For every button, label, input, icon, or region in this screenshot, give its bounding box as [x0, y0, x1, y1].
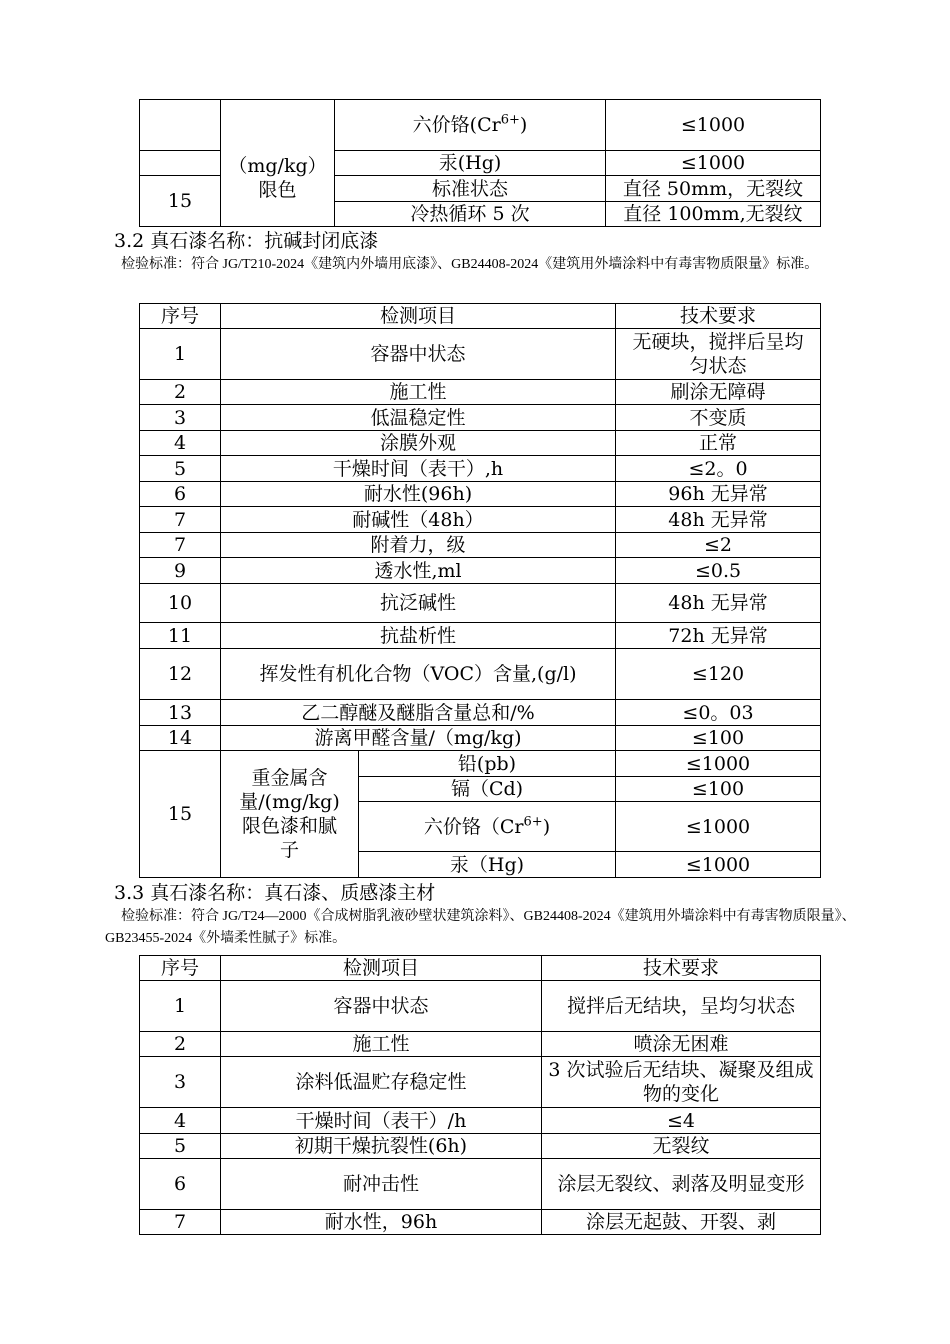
table-cell-no: 15: [140, 751, 221, 878]
table-row: [140, 405, 821, 431]
standard-text: 检验标准：符合 JG/T210-2024《建筑内外墙用底漆》、GB24408-2024《建筑用外墙涂料中有毒害物质限量》标准。: [121, 257, 819, 272]
table-row: [140, 380, 821, 405]
table-cell-no: 12: [140, 649, 221, 700]
table-cell-item: 耐碱性（48h）: [221, 507, 616, 533]
table-cell-no: 3: [140, 1057, 221, 1108]
table-cell-no: 13: [140, 700, 221, 726]
table-cell-req: 正常: [616, 431, 821, 456]
table-row: [140, 558, 821, 584]
table-cell-item: 抗泛碱性: [221, 584, 616, 623]
table-cell-no: 7: [140, 1210, 221, 1235]
table-cell-req: ≤100: [616, 777, 821, 802]
table-cell-req: 72h 无异常: [616, 623, 821, 649]
table-cell-no: 6: [140, 482, 221, 507]
table-cell-item: 汞（Hg): [359, 852, 616, 878]
table-row: [140, 431, 821, 456]
table-cell-item: 游离甲醛含量/（mg/kg): [221, 726, 616, 751]
table-cell-item: 铅(pb): [359, 751, 616, 777]
table-row: [140, 751, 821, 777]
table-cell-item: 容器中状态: [221, 329, 616, 380]
table-cell-item: 标准状态: [335, 176, 606, 202]
table-cell-req: ≤0.5: [616, 558, 821, 584]
table-cell-req: ≤1000: [616, 751, 821, 777]
table-cell-no: 4: [140, 431, 221, 456]
table-cell-req: 3 次试验后无结块、凝聚及组成物的变化: [542, 1057, 821, 1108]
table-cell-req: 直径 50mm，无裂纹: [606, 176, 821, 202]
table-cell-req: 喷涂无困难: [542, 1032, 821, 1057]
table-cell-item: 涂料低温贮存稳定性: [221, 1057, 542, 1108]
header-req: 技术要求: [542, 956, 821, 981]
table-cell-req: 96h 无异常: [616, 482, 821, 507]
table-cell-no: 15: [140, 176, 221, 227]
table-row: [140, 623, 821, 649]
table-cell-req: 48h 无异常: [616, 507, 821, 533]
table-cell-no: 10: [140, 584, 221, 623]
table-cell-no: [140, 100, 221, 151]
table-row: [140, 1134, 821, 1159]
table-cell-no: 11: [140, 623, 221, 649]
header-no: 序号: [140, 956, 221, 981]
table-cell-item: 抗盐析性: [221, 623, 616, 649]
table-cell-item: 干燥时间（表干）,h: [221, 456, 616, 482]
table-cell-item: 六价铬$(Cr^{6+})$: [359, 802, 616, 852]
group-label-cell: [221, 100, 335, 202]
standard-text: 检验标准：符合 JG/T24—2000《合成树脂乳液砂壁状建筑涂料》、GB24408-2024《建筑用外墙涂料中有毒害物质限量》、GB23455-2024《外墙柔性腻子》标准。: [105, 909, 856, 946]
table-cell-no: 9: [140, 558, 221, 584]
header-item: 检测项目: [221, 304, 616, 329]
table-row: [140, 329, 821, 380]
heavy-metal-label: 重金属含量/(mg/kg)限色漆和腻子: [221, 751, 359, 878]
table-cell-item: 透水性,ml: [221, 558, 616, 584]
table-cell-req: ≤1000: [616, 852, 821, 878]
table-cell-no: 1: [140, 329, 221, 380]
table-cell-item: 施工性: [221, 1032, 542, 1057]
table-cell-no: 3: [140, 405, 221, 431]
header-item: 检测项目: [221, 956, 542, 981]
table-cell-item: 乙二醇醚及醚脂含量总和/%: [221, 700, 616, 726]
table-cell-req: ≤2: [616, 533, 821, 558]
table-cell-req: 48h 无异常: [616, 584, 821, 623]
table-cell-req: 无裂纹: [542, 1134, 821, 1159]
table-cell-item: 耐水性(96h): [221, 482, 616, 507]
table-row: [140, 584, 821, 623]
table-cell-item: 施工性: [221, 380, 616, 405]
header-req: 技术要求: [616, 304, 821, 329]
table-row: [140, 1159, 821, 1210]
table-cell-no: 7: [140, 533, 221, 558]
table-cell-item: 镉（Cd): [359, 777, 616, 802]
table-row: [140, 533, 821, 558]
table-cell-item: 容器中状态: [221, 981, 542, 1032]
table-cell-req: ≤1000: [616, 802, 821, 852]
header-no: 序号: [140, 304, 221, 329]
group-label-bottom: [221, 202, 335, 227]
table-cell-req: ≤2。0: [616, 456, 821, 482]
primer-spec-table: [139, 303, 821, 878]
table-cell-item: 涂膜外观: [221, 431, 616, 456]
table-row: [140, 456, 821, 482]
table-row: [140, 1210, 821, 1235]
table-cell-item: 耐冲击性: [221, 1159, 542, 1210]
table-cell-item: 冷热循环 5 次: [335, 202, 606, 227]
table-cell-req: 刷涂无障碍: [616, 380, 821, 405]
table-row: [140, 649, 821, 700]
table-cell-req: ≤0。03: [616, 700, 821, 726]
table-cell-item: 挥发性有机化合物（VOC）含量,(g/l): [221, 649, 616, 700]
table-cell-no: 6: [140, 1159, 221, 1210]
table-cell-req: 搅拌后无结块，呈均匀状态: [542, 981, 821, 1032]
table-cell-item: 六价铬$(Cr^{6+})$: [335, 100, 606, 151]
table-cell-item: 耐水性，96h: [221, 1210, 542, 1235]
table-cell-req: ≤100: [616, 726, 821, 751]
table-cell-no: 2: [140, 380, 221, 405]
table-cell-req: 涂层无裂纹、剥落及明显变形: [542, 1159, 821, 1210]
table-cell-item: 汞(Hg): [335, 151, 606, 176]
table-cell-no: 4: [140, 1108, 221, 1134]
table-cell-no: 1: [140, 981, 221, 1032]
table-cell-item: 附着力，级: [221, 533, 616, 558]
table-cell-item: 干燥时间（表干）/h: [221, 1108, 542, 1134]
table-row: [140, 1057, 821, 1108]
table-cell-req: 不变质: [616, 405, 821, 431]
section-heading: 3.3 真石漆名称：真石漆、质感漆主材: [114, 882, 436, 904]
table-cell-req: 直径 100mm,无裂纹: [606, 202, 821, 227]
continuation-table: [139, 99, 821, 227]
group-label: （mg/kg）限色: [228, 154, 327, 201]
table-cell-no: 14: [140, 726, 221, 751]
table-cell-req: ≤1000: [606, 100, 821, 151]
table-cell-item: 初期干燥抗裂性(6h): [221, 1134, 542, 1159]
table-cell-req: 无硬块，搅拌后呈均匀状态: [616, 329, 821, 380]
table-cell-req: 涂层无起鼓、开裂、剥: [542, 1210, 821, 1235]
table-row: [140, 981, 821, 1032]
table-row: [140, 700, 821, 726]
table-cell-no: [140, 151, 221, 176]
table-cell-req: ≤4: [542, 1108, 821, 1134]
table-cell-req: ≤1000: [606, 151, 821, 176]
table-row: [140, 1108, 821, 1134]
table-cell-req: ≤120: [616, 649, 821, 700]
table-row: [140, 482, 821, 507]
table-cell-no: 7: [140, 507, 221, 533]
table-row: [140, 1032, 821, 1057]
topcoat-spec-table: [139, 955, 821, 1235]
table-cell-no: 5: [140, 1134, 221, 1159]
section-heading: 3.2 真石漆名称：抗碱封闭底漆: [114, 230, 379, 252]
table-row: [140, 726, 821, 751]
table-row: [140, 507, 821, 533]
table-cell-item: 低温稳定性: [221, 405, 616, 431]
table-cell-no: 5: [140, 456, 221, 482]
table-cell-no: 2: [140, 1032, 221, 1057]
